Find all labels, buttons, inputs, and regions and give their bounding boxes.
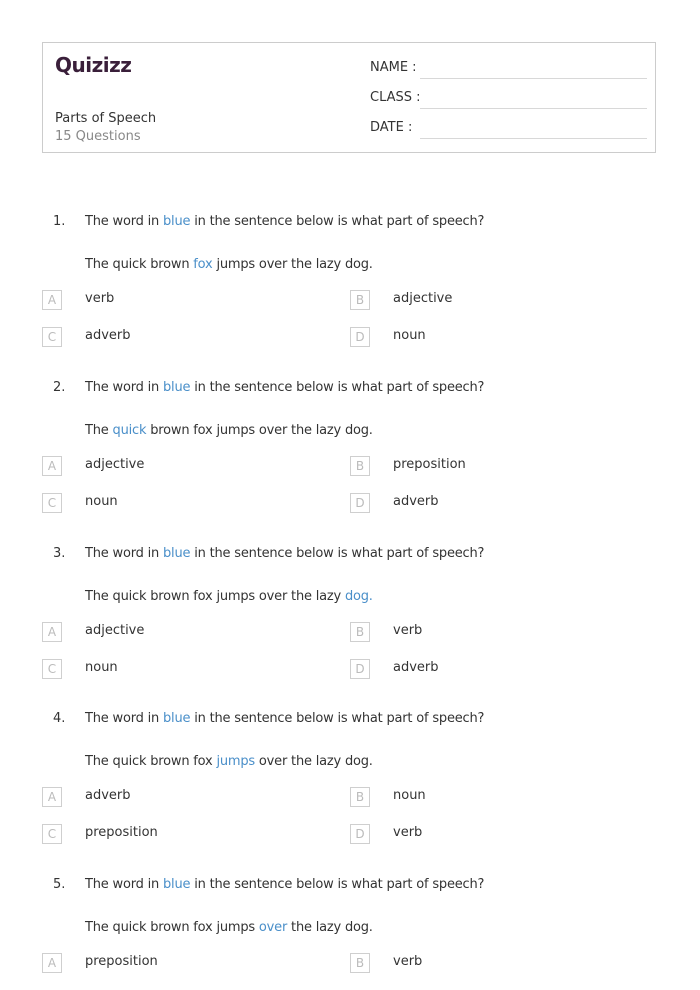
prompt-text: in the sentence below is what part of speech? — [190, 546, 485, 561]
name-field — [370, 60, 647, 80]
option-text: verb — [85, 291, 115, 306]
option-letter-box: C — [42, 824, 62, 844]
sentence-text: over the lazy dog. — [255, 754, 373, 769]
question-number: 2. — [53, 380, 66, 395]
option-letter-box: A — [42, 787, 62, 807]
question-number: 4. — [53, 711, 66, 726]
question-prompt — [85, 711, 484, 726]
sentence-text: The quick brown — [85, 257, 194, 272]
sentence-text: The — [85, 423, 113, 438]
option-text: adverb — [393, 660, 439, 675]
name-label: NAME : — [370, 60, 417, 75]
question-prompt — [85, 214, 484, 229]
question-number: 1. — [53, 214, 66, 229]
option-letter-box: A — [42, 456, 62, 476]
option-text: preposition — [393, 457, 466, 472]
sentence-highlight: fox — [193, 257, 213, 272]
prompt-text: The word in — [85, 711, 163, 726]
option-letter-box: B — [350, 290, 370, 310]
option-letter-box: D — [350, 659, 370, 679]
option-text: adjective — [393, 291, 453, 306]
sentence-text: the lazy dog. — [287, 920, 373, 935]
prompt-text: The word in — [85, 214, 163, 229]
option-text: adjective — [85, 623, 145, 638]
option-letter-box: C — [42, 493, 62, 513]
sentence-highlight: over — [258, 920, 288, 935]
class-blank-line[interactable] — [420, 108, 647, 109]
option-text: adverb — [85, 788, 131, 803]
date-label: DATE : — [370, 120, 413, 135]
prompt-text: in the sentence below is what part of speech? — [190, 711, 485, 726]
option-text: adjective — [85, 457, 145, 472]
option-text: adverb — [393, 494, 439, 509]
option-text: preposition — [85, 825, 158, 840]
option-text: noun — [393, 788, 426, 803]
sentence-text: brown fox jumps over the lazy dog. — [146, 423, 373, 438]
option-text: noun — [393, 328, 426, 343]
sentence-text: The quick brown fox — [85, 754, 217, 769]
option-text: verb — [393, 825, 423, 840]
prompt-text: The word in — [85, 380, 163, 395]
option-letter-box: A — [42, 290, 62, 310]
quizizz-logo: Quizizz — [55, 53, 132, 77]
question-sentence — [85, 423, 373, 438]
date-field — [370, 120, 647, 140]
prompt-highlight: blue — [162, 380, 191, 395]
prompt-highlight: blue — [162, 546, 191, 561]
date-blank-line[interactable] — [420, 138, 647, 139]
option-text: adverb — [85, 328, 131, 343]
option-text: verb — [393, 623, 423, 638]
quiz-title: Parts of Speech — [55, 111, 157, 126]
sentence-highlight: dog. — [344, 589, 373, 604]
option-text: noun — [85, 494, 118, 509]
prompt-text: The word in — [85, 546, 163, 561]
prompt-highlight: blue — [162, 711, 191, 726]
option-letter-box: B — [350, 622, 370, 642]
sentence-highlight: jumps — [216, 754, 255, 769]
option-letter-box: A — [42, 953, 62, 973]
question-number: 3. — [53, 546, 66, 561]
prompt-text: in the sentence below is what part of speech? — [190, 877, 485, 892]
prompt-text: The word in — [85, 877, 163, 892]
option-letter-box: D — [350, 824, 370, 844]
prompt-highlight: blue — [162, 877, 191, 892]
option-text: noun — [85, 660, 118, 675]
option-letter-box: B — [350, 953, 370, 973]
prompt-text: in the sentence below is what part of speech? — [190, 214, 485, 229]
option-letter-box: B — [350, 456, 370, 476]
sentence-highlight: quick — [112, 423, 147, 438]
option-letter-box: C — [42, 327, 62, 347]
sentence-text: The quick brown fox jumps over the lazy — [85, 589, 345, 604]
class-label: CLASS : — [370, 90, 421, 105]
question-sentence — [85, 257, 373, 272]
question-number: 5. — [53, 877, 66, 892]
option-letter-box: B — [350, 787, 370, 807]
prompt-text: in the sentence below is what part of speech? — [190, 380, 485, 395]
sentence-text: jumps over the lazy dog. — [212, 257, 373, 272]
option-letter-box: D — [350, 493, 370, 513]
question-prompt — [85, 877, 484, 892]
question-sentence — [85, 754, 373, 769]
option-text: verb — [393, 954, 423, 969]
question-sentence — [85, 589, 373, 604]
class-field — [370, 90, 647, 110]
question-prompt — [85, 546, 484, 561]
sentence-text: The quick brown fox jumps — [85, 920, 259, 935]
option-letter-box: C — [42, 659, 62, 679]
name-blank-line[interactable] — [420, 78, 647, 79]
prompt-highlight: blue — [162, 214, 191, 229]
question-count: 15 Questions — [55, 129, 141, 144]
option-letter-box: A — [42, 622, 62, 642]
question-sentence — [85, 920, 373, 935]
worksheet-header — [42, 42, 656, 153]
option-text: preposition — [85, 954, 158, 969]
question-prompt — [85, 380, 484, 395]
option-letter-box: D — [350, 327, 370, 347]
